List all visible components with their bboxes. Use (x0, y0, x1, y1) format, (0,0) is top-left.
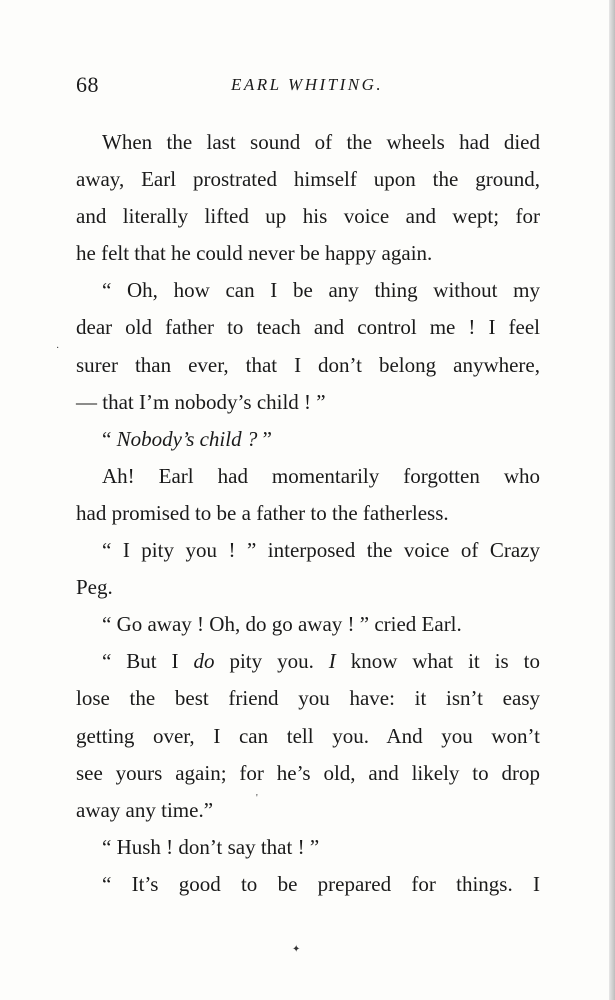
text-line-italic-quote (76, 421, 540, 458)
text-segment: pity you. (214, 649, 329, 674)
italic-text: Nobody’s child ? (116, 426, 258, 451)
text-line: “ I pity you ! ” interposed the voice of Crazy (102, 538, 540, 563)
stray-mark: ' (256, 793, 258, 804)
text-line: he felt that he could never be happy again. (76, 241, 433, 266)
running-title: EARL WHITING. (231, 75, 384, 94)
text-line: and literally lifted up his voice and wept; for (76, 204, 540, 229)
body-text (76, 124, 540, 903)
quote-close: ” (257, 426, 272, 451)
text-line: away any time.” (76, 797, 214, 822)
text-line: “ It’s good to be prepared for things. I (102, 871, 540, 896)
text-line: Ah! Earl had momentarily forgotten who (102, 463, 540, 488)
page-edge-shadow (609, 0, 615, 1000)
page-number: 68 (76, 72, 99, 97)
text-segment: “ But I (102, 649, 194, 674)
text-line: see yours again; for he’s old, and likely to drop (76, 760, 540, 785)
text-line: Peg. (76, 575, 113, 600)
text-line: dear old father to teach and control me ! I feel (76, 315, 540, 340)
text-line: lose the best friend you have: it isn’t easy (76, 686, 540, 711)
running-header (76, 72, 540, 102)
text-line: “ Go away ! Oh, do go away ! ” cried Earl. (102, 612, 462, 637)
text-line: “ Hush ! don’t say that ! ” (102, 834, 320, 859)
italic-word-i: I (328, 649, 336, 674)
text-line: surer than ever, that I don’t belong anywhere, (76, 352, 540, 377)
text-line: had promised to be a father to the fatherless. (76, 500, 449, 525)
text-segment: know what it is to (335, 649, 540, 674)
stray-mark: ✦ (292, 944, 301, 955)
text-line: away, Earl prostrated himself upon the ground, (76, 167, 540, 192)
text-line: When the last sound of the wheels had died (102, 130, 540, 154)
text-line: “ Oh, how can I be any thing without my (102, 278, 540, 303)
text-line: getting over, I can tell you. And you won’t (76, 723, 540, 748)
text-line: — that I’m nobody’s child ! ” (76, 389, 326, 414)
text-line-with-italics (76, 643, 540, 680)
stray-mark: · (56, 343, 60, 354)
quote-open: “ (102, 426, 117, 451)
italic-word-do: do (193, 649, 215, 674)
